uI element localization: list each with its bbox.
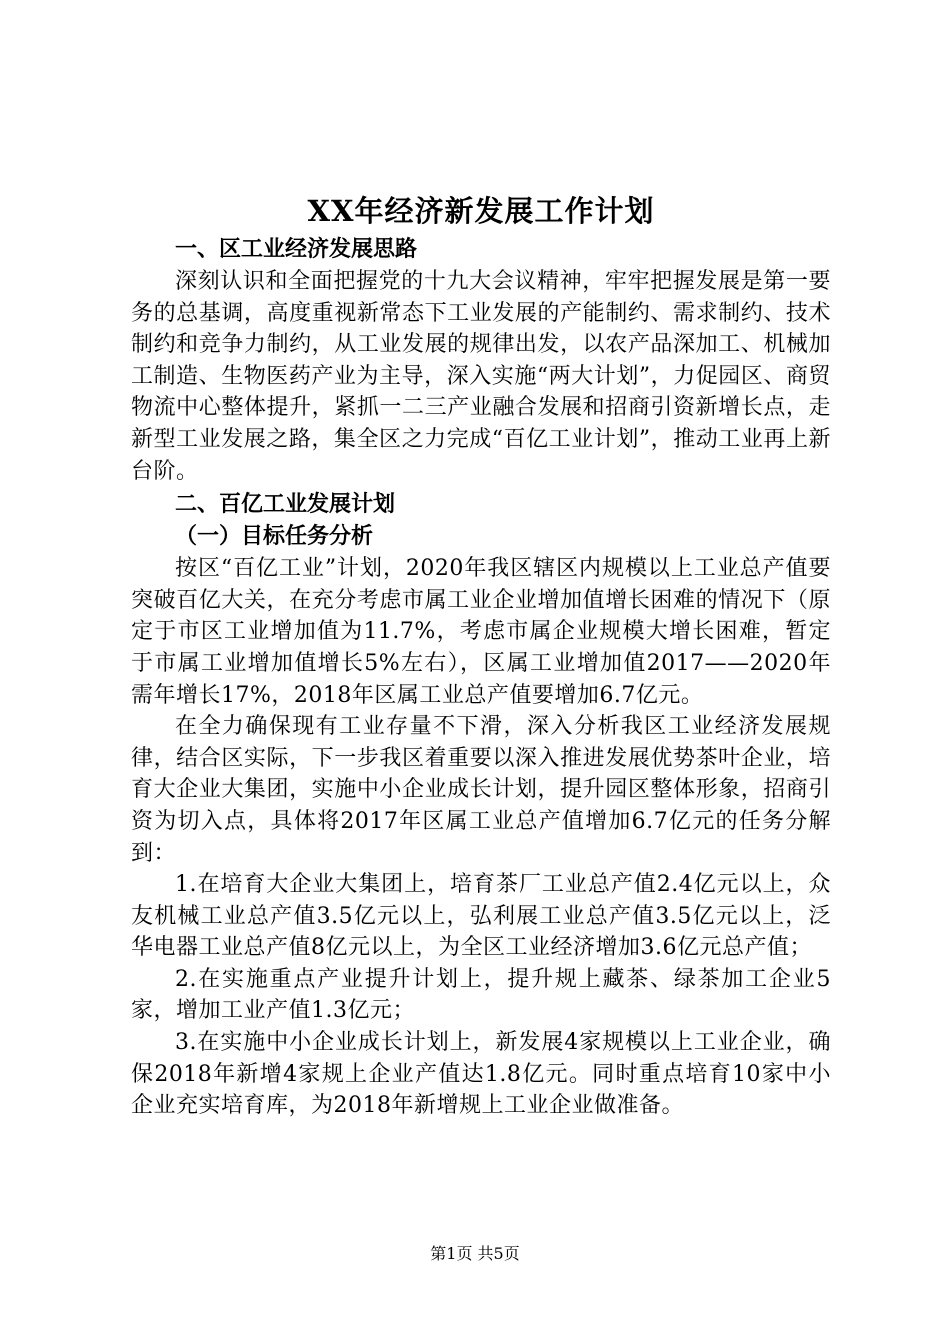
- list-item-paragraph: 2.在实施重点产业提升计划上，提升规上藏茶、绿茶加工企业5家，增加工业产值1.3亿元；: [131, 966, 831, 1024]
- subsection-heading: （一）目标任务分析: [175, 524, 374, 550]
- section-heading-2: 二、百亿工业发展计划: [175, 492, 396, 518]
- list-item-paragraph: 3.在实施中小企业成长计划上，新发展4家规模以上工业企业，确保2018年新增4家规上企业产值达1.8亿元。同时重点培育10家中小企业充实培育库，为2018年新增规上工业企业做准备。: [131, 1030, 831, 1119]
- list-item-paragraph: 1.在培育大企业大集团上，培育茶厂工业总产值2.4亿元以上，众友机械工业总产值3.5亿元以上，弘利展工业总产值3.5亿元以上，泛华电器工业总产值8亿元以上，为全区工业经济增加3.6亿元总产值；: [131, 872, 831, 961]
- page-footer: 第1页 共5页: [430, 1244, 520, 1263]
- paragraph: 在全力确保现有工业存量不下滑，深入分析我区工业经济发展规律，结合区实际，下一步我区着重要以深入推进发展优势茶叶企业，培育大企业大集团，实施中小企业成长计划，提升园区整体形象，招商引资为切入点，具体将2017年区属工业总产值增加6.7亿元的任务分解到：: [131, 714, 831, 866]
- document-body: [131, 190, 831, 1122]
- paragraph: 按区“百亿工业”计划，2020年我区辖区内规模以上工业总产值要突破百亿大关，在充分考虑市属工业企业增加值增长困难的情况下（原定于市区工业增加值为11.7%，考虑市属企业规模大增长困难，暂定于市属工业增加值增长5%左右），区属工业增加值2017——2020年需年增长17%，2018年区属工业总产值要增加6.7亿元。: [131, 556, 831, 708]
- document-title: XX年经济新发展工作计划: [307, 194, 655, 228]
- section-heading-1: 一、区工业经济发展思路: [175, 237, 418, 262]
- paragraph: 深刻认识和全面把握党的十九大会议精神，牢牢把握发展是第一要务的总基调，高度重视新常态下工业发展的产能制约、需求制约、技术制约和竞争力制约，从工业发展的规律出发，以农产品深加工、机械加工制造、生物医药产业为主导，深入实施“两大计划”，力促园区、商贸物流中心整体提升，紧抓一二三产业融合发展和招商引资新增长点，走新型工业发展之路，集全区之力完成“百亿工业计划”，推动工业再上新台阶。: [131, 269, 831, 484]
